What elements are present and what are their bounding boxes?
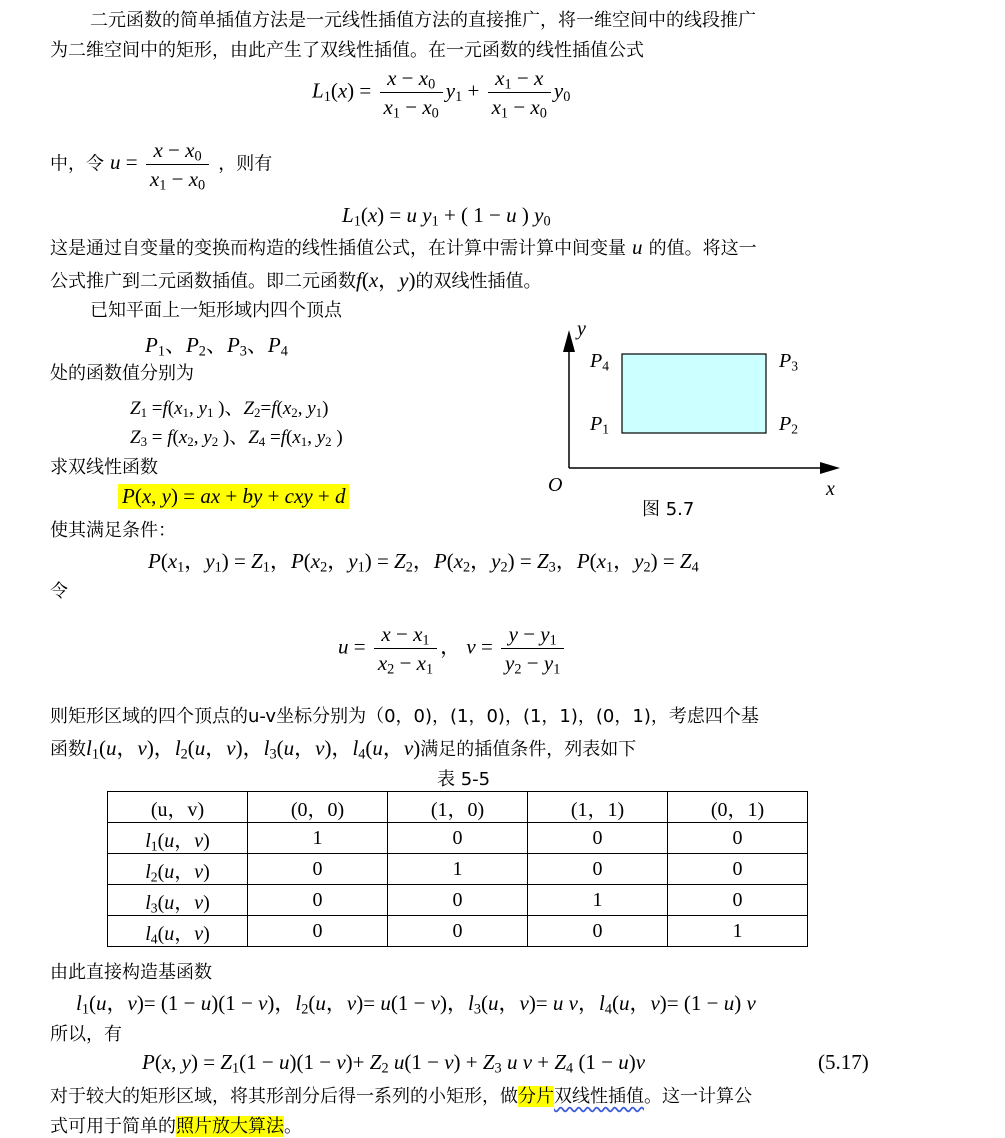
- z-values-2: $Z_3 = f(x_2$, $y_2$ )、$Z_4 =f(x_1$, $y_2$ ): [130, 427, 343, 450]
- table-cell: 0: [248, 885, 388, 916]
- row-label: $l_4(u$，v): [108, 916, 248, 947]
- table-row: [108, 823, 808, 854]
- formula-linear-interp: $L_1(x)$ = $\frac{x - x_0}{x_1 - x_0}$ $y_1$ + $\frac{x_1 - x}{x_1 - x_0}$ $y_0$: [312, 66, 571, 122]
- row-label: $l_1(u$，v): [108, 823, 248, 854]
- table-cell: 1: [248, 823, 388, 854]
- basis-text: 函数$l_1(u$，v)，$l_2(u$，v)，$l_3(u$，v)，$l_4(u$，v)满足的插值条件，列表如下: [50, 736, 637, 763]
- vertex-list: $P_1$、$P_2$、$P_3$、$P_4$: [145, 333, 288, 360]
- corner-text: 则矩形区域的四个顶点的u-v坐标分别为（0，0)，(1，0)，(1，1)，(0，1)，考虑四个基: [50, 706, 759, 727]
- seek-text: 求双线性函数: [50, 457, 158, 478]
- label-p4: $P_4$: [590, 350, 610, 374]
- table-cell: 0: [668, 885, 808, 916]
- table-cell: 0: [388, 823, 528, 854]
- label-p3: $P_3$: [779, 350, 799, 374]
- para2-line1: 这是通过自变量的变换而构造的线性插值公式，在计算中需计算中间变量 u 的值。将这一: [50, 235, 757, 259]
- x-axis-arrow: [820, 462, 840, 474]
- substitution-prefix: 中，令: [50, 153, 104, 175]
- axis-label-x: x: [826, 478, 835, 500]
- therefore-text: 所以，有: [50, 1024, 122, 1045]
- para1-line1: 二元函数的简单插值方法是一元线性插值方法的直接推广，将一维空间中的线段推广: [90, 10, 756, 31]
- table-header-cell: (0，1): [668, 792, 808, 823]
- table-cell: 0: [248, 854, 388, 885]
- known-text: 已知平面上一矩形域内四个顶点: [90, 300, 342, 321]
- table-cell: 0: [248, 916, 388, 947]
- basis-functions-formula: $l_1(u$，v)= (1 − u)(1 − v)，$l_2(u$，v)= u(1 − v)，$l_3(u$，v)= u v，$l_4(u$，v)= (1 − u) v: [76, 991, 756, 1018]
- let-text: 令: [50, 581, 68, 602]
- formula-u-form: $L_1(x) = u$ $y_1$ + ( 1 − u ) $y_0$: [342, 203, 551, 230]
- table-header-cell: (1，0): [388, 792, 528, 823]
- substitution-line: 中，令 u = $\frac{x - x_0}{x_1 - x_0}$ ，则有: [50, 138, 273, 194]
- label-p2: $P_2$: [779, 413, 799, 437]
- table-cell: 1: [528, 885, 668, 916]
- rectangle-domain: [622, 354, 766, 433]
- table-header-cell: (0，0): [248, 792, 388, 823]
- para1-line2: 为二维空间中的矩形，由此产生了双线性插值。在一元函数的线性插值公式: [50, 40, 644, 61]
- final-line2: 式可用于简单的照片放大算法。: [50, 1116, 302, 1137]
- table-cell: 1: [668, 916, 808, 947]
- figure-caption: 图 5.7: [642, 499, 695, 520]
- table-row: [108, 916, 808, 947]
- table-header-cell: (u，v): [108, 792, 248, 823]
- basis-table: [107, 791, 808, 947]
- construct-text: 由此直接构造基函数: [50, 962, 212, 983]
- table-cell: 0: [528, 854, 668, 885]
- values-text: 处的函数值分别为: [50, 363, 194, 384]
- table-cell: 0: [668, 823, 808, 854]
- table-cell: 0: [388, 916, 528, 947]
- bilinear-function: P(x, y) = ax + by + cxy + d: [118, 484, 349, 509]
- final-formula: P(x, $y) = Z_1(1 - u)(1 - v)+ Z_2$ $u(1 - v) + Z_3$ u $v + Z_4$ (1 − u)v: [142, 1050, 646, 1077]
- substitution-suffix: ，则有: [218, 153, 273, 175]
- table-header-cell: (1，1): [528, 792, 668, 823]
- table-header-row: [108, 792, 808, 823]
- uv-substitution: u = $\frac{x - x_1}{x_2 - x_1}$ ， v = $\frac{y - y_1}{y_2 - y_1}$: [338, 620, 567, 677]
- row-label: $l_2(u$，v): [108, 854, 248, 885]
- table-cell: 1: [388, 854, 528, 885]
- table-cell: 0: [668, 854, 808, 885]
- table-cell: 0: [528, 916, 668, 947]
- label-p1: $P_1$: [590, 413, 610, 437]
- figure-5-7: [540, 320, 860, 530]
- table-cell: 0: [528, 823, 668, 854]
- table-row: [108, 854, 808, 885]
- para2-line2: 公式推广到二元函数插值。即二元函数f(x，y)的双线性插值。: [50, 268, 542, 292]
- table-row: [108, 885, 808, 916]
- conditions-formula: $P(x_1$，$y_1) = Z_1$，$P(x_2$，$y_1) = Z_2$，$P(x_2$，$y_2) = Z_3$，$P(x_1$，$y_2) = Z_4$: [148, 549, 699, 576]
- satisfy-text: 使其满足条件：: [50, 520, 176, 541]
- axis-label-y: y: [577, 318, 586, 340]
- row-label: $l_3(u$，v): [108, 885, 248, 916]
- table-cell: 0: [388, 885, 528, 916]
- equation-number: (5.17): [818, 1050, 869, 1074]
- origin-label: O: [548, 474, 563, 496]
- final-line1: 对于较大的矩形区域，将其形剖分后得一系列的小矩形，做分片双线性插值。这一计算公: [50, 1086, 752, 1107]
- y-axis-arrow: [563, 330, 575, 352]
- z-values-1: $Z_1 =f(x_1$, $y_1$ )、$Z_2=f(x_2$, $y_1$): [130, 398, 329, 421]
- table-caption: 表 5-5: [437, 769, 491, 790]
